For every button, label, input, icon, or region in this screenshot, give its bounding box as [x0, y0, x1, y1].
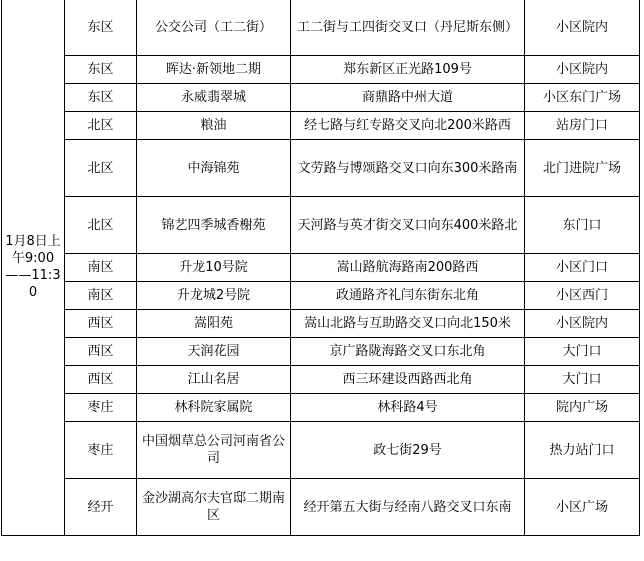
community-cell: 锦艺四季城香榭苑: [137, 197, 291, 254]
table-row: [2, 422, 640, 479]
community-cell: 江山名居: [137, 366, 291, 394]
community-cell: 公交公司（工二街）: [137, 0, 291, 56]
district-cell: 东区: [65, 0, 137, 56]
community-cell: 金沙湖高尔夫官邸二期南区: [137, 479, 291, 536]
district-cell: 东区: [65, 84, 137, 112]
table-row: [2, 394, 640, 422]
district-cell: 北区: [65, 140, 137, 197]
address-cell: 西三环建设西路西北角: [291, 366, 525, 394]
address-cell: 文劳路与博颂路交叉口向东300米路南: [291, 140, 525, 197]
location-cell: 院内广场: [525, 394, 640, 422]
community-cell: 林科院家属院: [137, 394, 291, 422]
location-cell: 东门口: [525, 197, 640, 254]
table-row: [2, 282, 640, 310]
district-cell: 西区: [65, 366, 137, 394]
address-cell: 政通路齐礼闫东街东北角: [291, 282, 525, 310]
address-cell: 经七路与红专路交叉向北200米路西: [291, 112, 525, 140]
table-row: [2, 112, 640, 140]
location-cell: 热力站门口: [525, 422, 640, 479]
table-row: [2, 56, 640, 84]
district-cell: 西区: [65, 310, 137, 338]
table-row: [2, 310, 640, 338]
location-cell: 小区院内: [525, 0, 640, 56]
location-cell: 大门口: [525, 338, 640, 366]
date-time-cell: 1月8日上午9:00——11:30: [2, 0, 65, 536]
address-cell: 嵩山北路与互助路交叉口向北150米: [291, 310, 525, 338]
location-cell: 小区东门广场: [525, 84, 640, 112]
address-cell: 工二街与工四街交叉口（丹尼斯东侧）: [291, 0, 525, 56]
location-cell: 大门口: [525, 366, 640, 394]
community-cell: 中海锦苑: [137, 140, 291, 197]
district-cell: 南区: [65, 254, 137, 282]
location-cell: 小区西门: [525, 282, 640, 310]
location-cell: 站房门口: [525, 112, 640, 140]
district-cell: 北区: [65, 197, 137, 254]
address-cell: 政七街29号: [291, 422, 525, 479]
address-cell: 嵩山路航海路南200路西: [291, 254, 525, 282]
community-cell: 中国烟草总公司河南省公司: [137, 422, 291, 479]
address-cell: 商鼎路中州大道: [291, 84, 525, 112]
schedule-table: [1, 0, 640, 536]
district-cell: 经开: [65, 479, 137, 536]
table-row: [2, 0, 640, 56]
address-cell: 天河路与英才街交叉口向东400米路北: [291, 197, 525, 254]
table-row: [2, 366, 640, 394]
district-cell: 南区: [65, 282, 137, 310]
district-cell: 枣庄: [65, 394, 137, 422]
address-cell: 京广路陇海路交叉口东北角: [291, 338, 525, 366]
location-cell: 小区广场: [525, 479, 640, 536]
community-cell: 晖达·新领地二期: [137, 56, 291, 84]
table-row: [2, 84, 640, 112]
community-cell: 升龙10号院: [137, 254, 291, 282]
location-cell: 北门进院广场: [525, 140, 640, 197]
table-row: [2, 197, 640, 254]
address-cell: 林科路4号: [291, 394, 525, 422]
table-row: [2, 338, 640, 366]
location-cell: 小区院内: [525, 310, 640, 338]
community-cell: 嵩阳苑: [137, 310, 291, 338]
address-cell: 郑东新区正光路109号: [291, 56, 525, 84]
district-cell: 西区: [65, 338, 137, 366]
table-row: [2, 254, 640, 282]
location-cell: 小区院内: [525, 56, 640, 84]
district-cell: 枣庄: [65, 422, 137, 479]
table-row: [2, 140, 640, 197]
district-cell: 北区: [65, 112, 137, 140]
community-cell: 天润花园: [137, 338, 291, 366]
address-cell: 经开第五大街与经南八路交叉口东南: [291, 479, 525, 536]
location-cell: 小区门口: [525, 254, 640, 282]
community-cell: 永威翡翠城: [137, 84, 291, 112]
community-cell: 升龙城2号院: [137, 282, 291, 310]
table-row: [2, 479, 640, 536]
district-cell: 东区: [65, 56, 137, 84]
community-cell: 粮油: [137, 112, 291, 140]
